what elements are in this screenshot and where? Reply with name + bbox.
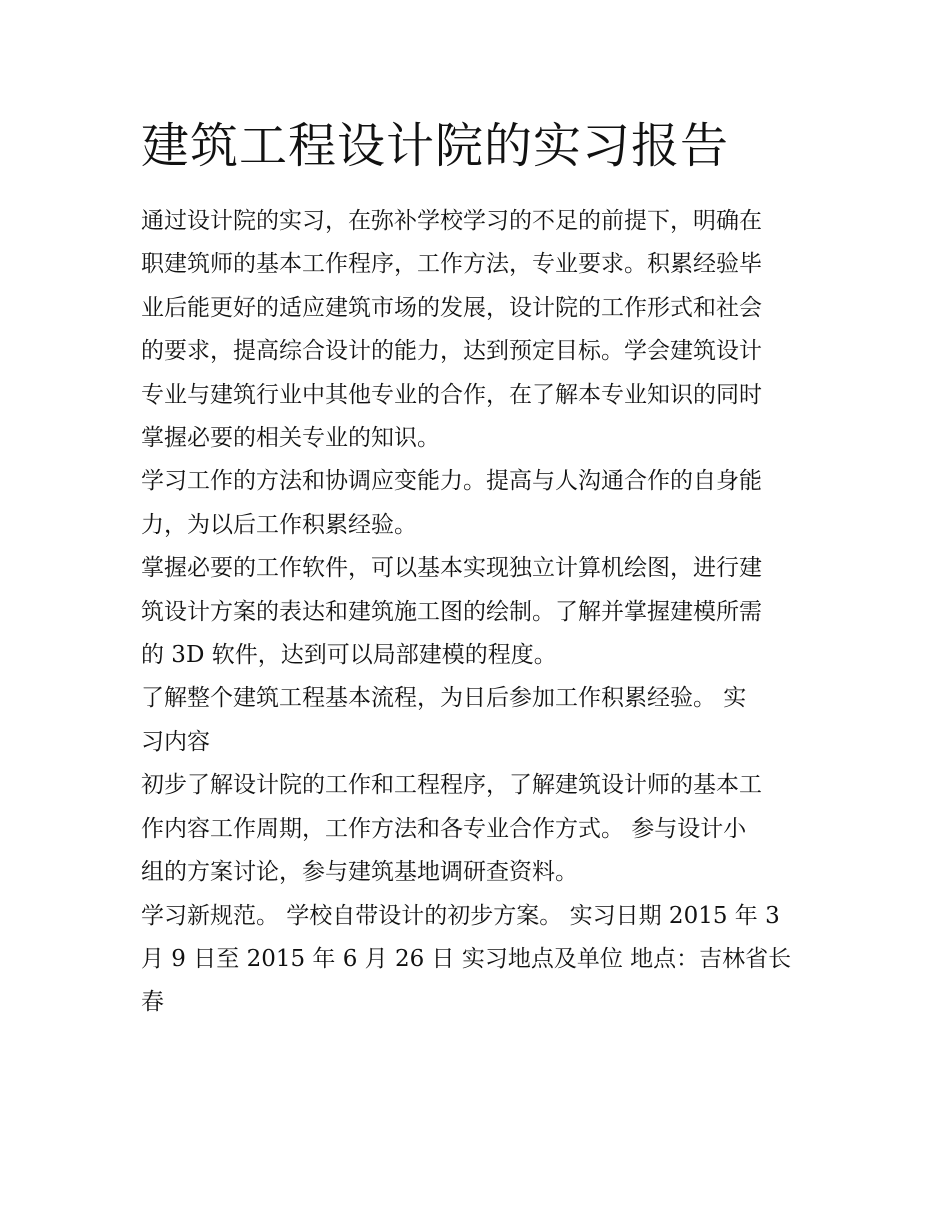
- paragraph-internship-goals: 通过设计院的实习，在弥补学校学习的不足的前提下，明确在 职建筑师的基本工作程序，工作方法，专业要求。积累经验毕 业后能更好的适应建筑市场的发展，设计院的工作形式和社会 的要求，提高综合设计的能力，达到预定目标。学会建筑设计 专业与建筑行业中其他专业的合作，在了解本专业知识的同时 掌握必要的相关专业的知识。: [141, 208, 762, 452]
- document-title: 建筑工程设计院的实习报告: [141, 118, 730, 174]
- paragraph-work-methods: 学习工作的方法和协调应变能力。提高与人沟通合作的自身能 力，为以后工作积累经验。: [141, 468, 762, 538]
- paragraph-software-skills: 掌握必要的工作软件，可以基本实现独立计算机绘图，进行建 筑设计方案的表达和建筑施工图的绘制。了解并掌握建模所需 的 3D 软件，达到可以局部建模的程度。: [141, 555, 762, 669]
- paragraph-dates-and-location: 学习新规范。 学校自带设计的初步方案。 实习日期 2015 年 3 月 9 日至 2015 年 6 月 26 日 实习地点及单位 地点：吉林省长春: [141, 902, 792, 1016]
- document-body: [141, 110, 813, 1025]
- paragraph-process-and-content: 了解整个建筑工程基本流程，为日后参加工作积累经验。 实 习内容: [141, 685, 747, 755]
- paragraph-design-institute-work: 初步了解设计院的工作和工程程序，了解建筑设计师的基本工 作内容工作周期，工作方法和各专业合作方式。 参与设计小 组的方案讨论，参与建筑基地调研查资料。: [141, 772, 762, 886]
